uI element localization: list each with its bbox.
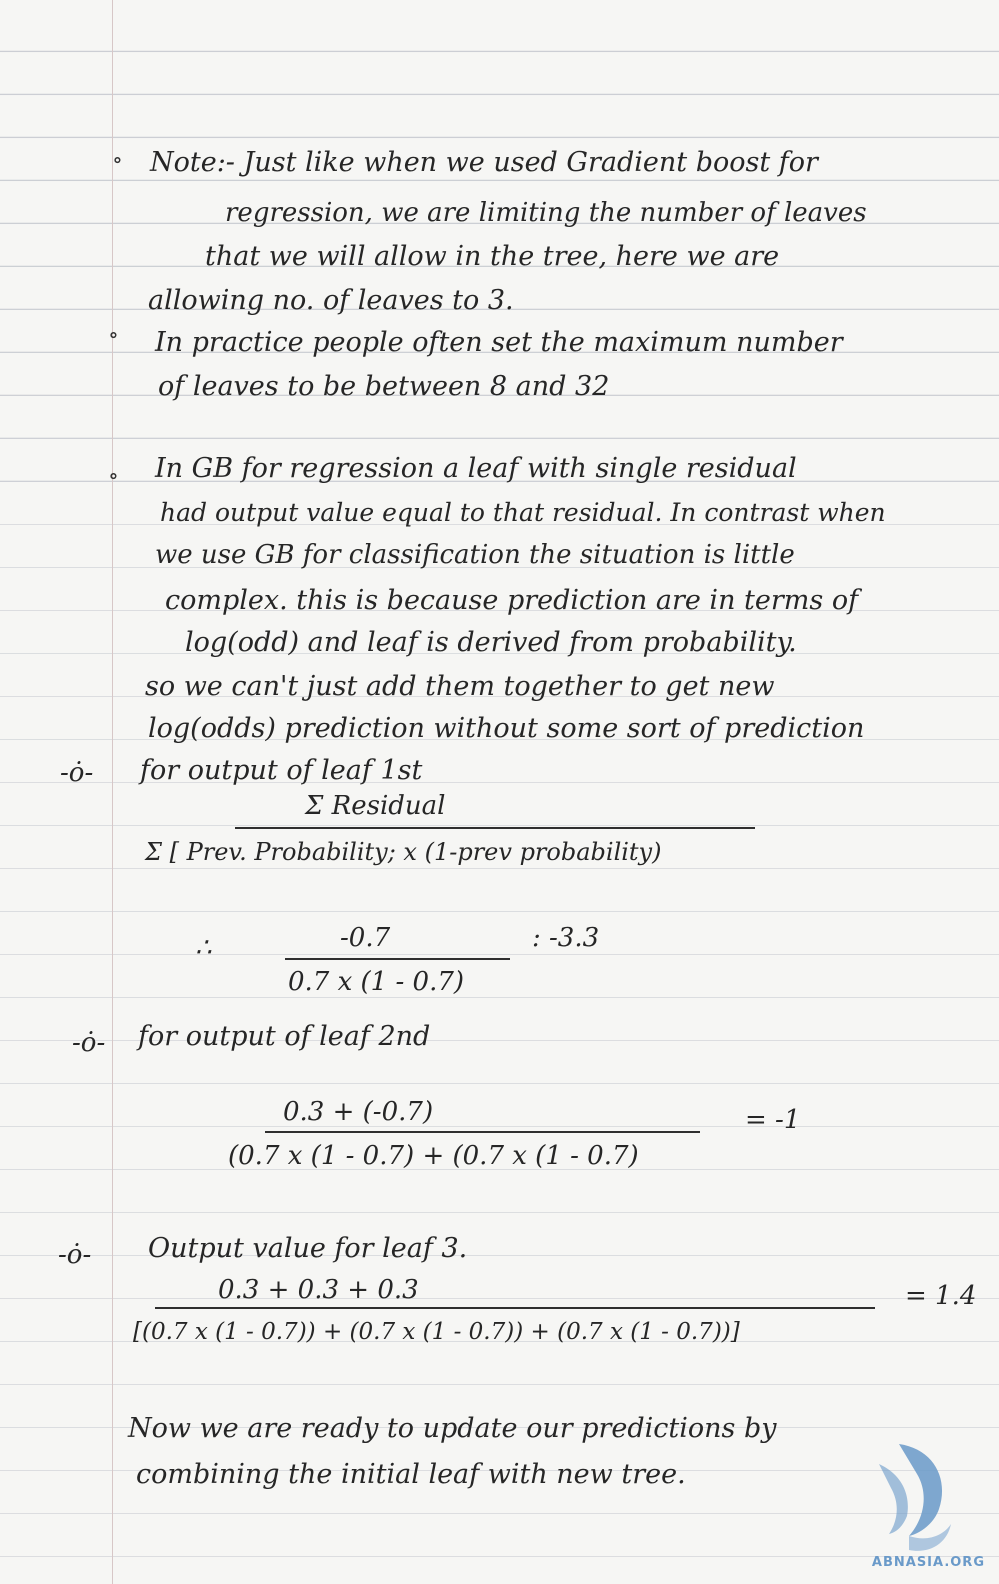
leaf3-numerator: 0.3 + 0.3 + 0.3 xyxy=(218,1275,419,1305)
bullet-gb: ∘ xyxy=(108,464,119,489)
leaf1-denominator: 0.7 x (1 - 0.7) xyxy=(288,967,465,997)
leaf3-denominator: [(0.7 x (1 - 0.7)) + (0.7 x (1 - 0.7)) + (0.7 x (1 - 0.7))] xyxy=(133,1319,740,1345)
leaf2-bar xyxy=(265,1131,700,1133)
leaf1-heading: for output of leaf 1st xyxy=(140,755,423,786)
practice-line-2: of leaves to be between 8 and 32 xyxy=(158,371,610,402)
gb-line-3: we use GB for classification the situation is little xyxy=(155,540,795,570)
arrow-marker-leaf1: -ȯ- xyxy=(60,758,94,788)
closing-line-2: combining the initial leaf with new tree. xyxy=(136,1459,686,1490)
note-line-2: regression, we are limiting the number of leaves xyxy=(225,198,867,228)
note-line-3: that we will allow in the tree, here we are xyxy=(205,241,780,272)
practice-line-1: In practice people often set the maximum number xyxy=(155,327,843,358)
leaf1-formula-numerator: Σ Residual xyxy=(305,791,446,821)
leaf1-formula-denominator: Σ [ Prev. Probability; x (1-prev probability) xyxy=(145,838,662,866)
leaf1-result: : -3.3 xyxy=(532,923,600,953)
leaf2-denominator: (0.7 x (1 - 0.7) + (0.7 x (1 - 0.7) xyxy=(228,1141,639,1171)
note-line-1: Note:- Just like when we used Gradient boost for xyxy=(150,147,818,178)
abnasia-logo xyxy=(839,1424,989,1574)
gb-line-2: had output value equal to that residual. In contrast when xyxy=(160,498,886,527)
margin-line xyxy=(112,0,113,1584)
gb-line-7: log(odds) prediction without some sort of prediction xyxy=(148,713,865,744)
arrow-marker-leaf3: -ȯ- xyxy=(58,1240,92,1270)
leaf1-formula-bar xyxy=(235,827,755,829)
closing-line-1: Now we are ready to update our predictions by xyxy=(128,1413,777,1444)
therefore-symbol: ∴ xyxy=(195,933,212,963)
bullet-practice: ∘ xyxy=(108,323,119,348)
leaf2-heading: for output of leaf 2nd xyxy=(138,1021,431,1052)
leaf2-result: = -1 xyxy=(745,1105,801,1135)
watermark-text: ABNASIA.ORG xyxy=(871,1555,985,1570)
arrow-marker-leaf2: -ȯ- xyxy=(72,1028,106,1058)
wing-icon xyxy=(879,1444,951,1551)
leaf2-numerator: 0.3 + (-0.7) xyxy=(283,1097,434,1127)
gb-line-1: In GB for regression a leaf with single residual xyxy=(155,453,797,484)
bleed-through-scribble xyxy=(774,4,970,93)
leaf3-heading: Output value for leaf 3. xyxy=(148,1233,468,1264)
gb-line-5: log(odd) and leaf is derived from probability. xyxy=(185,627,797,658)
leaf1-bar xyxy=(285,958,510,960)
leaf3-result: = 1.4 xyxy=(905,1281,977,1311)
note-line-4: allowing no. of leaves to 3. xyxy=(148,285,514,316)
gb-line-6: so we can't just add them together to get new xyxy=(145,671,775,702)
bullet-note: ∘ xyxy=(112,148,123,173)
leaf1-numerator: -0.7 xyxy=(340,923,391,953)
leaf3-bar xyxy=(155,1307,875,1309)
gb-line-4: complex. this is because prediction are in terms of xyxy=(165,585,859,616)
